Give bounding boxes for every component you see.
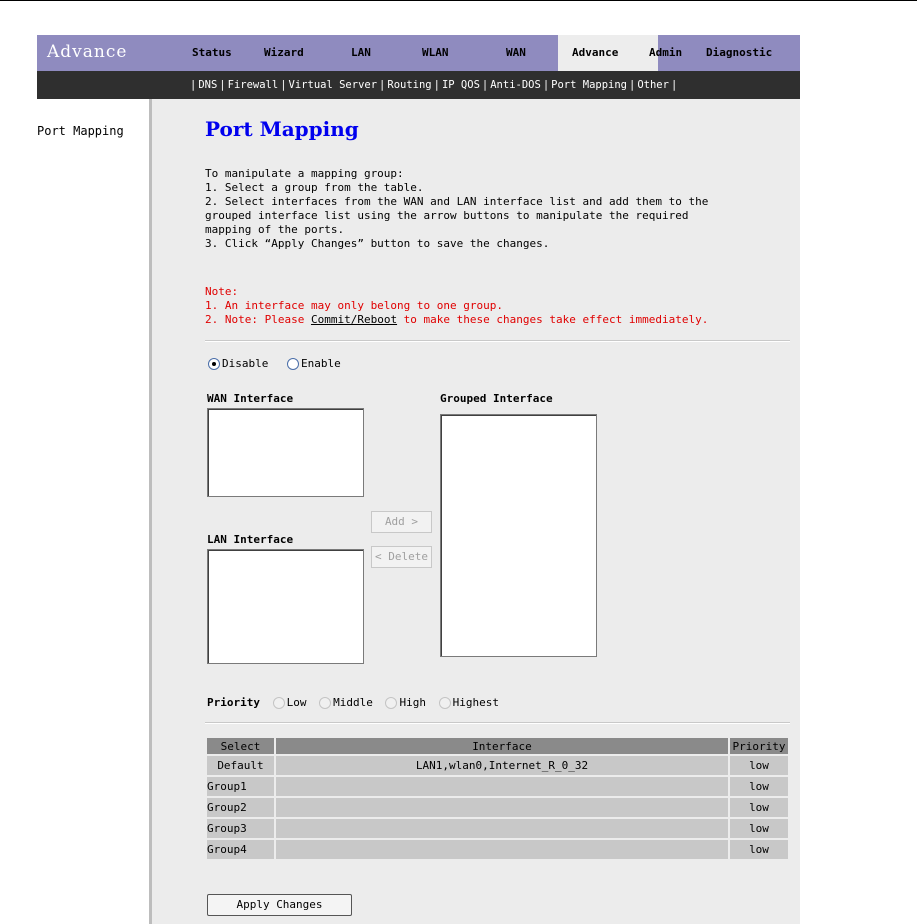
- table-row[interactable]: [207, 777, 788, 796]
- priority-middle-radio[interactable]: [319, 697, 331, 709]
- priority-highest-option[interactable]: [439, 696, 499, 709]
- priority-low-radio[interactable]: [273, 697, 285, 709]
- enable-radio[interactable]: [287, 358, 299, 370]
- note-line-2: [205, 313, 795, 327]
- subnav-separator: |: [379, 79, 386, 91]
- priority-middle-option[interactable]: [319, 696, 373, 709]
- enable-label: Enable: [300, 357, 341, 370]
- row-priority: low: [730, 840, 788, 859]
- instruction-line: 3. Click “Apply Changes” button to save the changes.: [205, 237, 550, 250]
- row-select[interactable]: Group1: [207, 777, 274, 796]
- add-button[interactable]: Add >: [371, 511, 432, 533]
- note-block: [205, 285, 795, 327]
- disable-label: Disable: [222, 357, 269, 370]
- tab-diagnostic[interactable]: Diagnostic: [706, 46, 773, 59]
- row-select[interactable]: Group3: [207, 819, 274, 838]
- note-line-1: 1. An interface may only belong to one group.: [205, 299, 504, 312]
- priority-low-option[interactable]: [273, 696, 307, 709]
- apply-changes-button[interactable]: Apply Changes: [207, 894, 352, 916]
- row-select[interactable]: Group4: [207, 840, 274, 859]
- priority-label: Priority: [207, 696, 260, 709]
- commit-reboot-link[interactable]: Commit/Reboot: [310, 313, 398, 326]
- lan-interface-list[interactable]: [207, 549, 364, 664]
- subnav-separator: |: [670, 79, 678, 91]
- sidebar-item-port-mapping[interactable]: Port Mapping: [37, 124, 124, 138]
- row-priority: low: [730, 756, 788, 775]
- tab-status[interactable]: Status: [192, 46, 232, 59]
- row-priority: low: [730, 798, 788, 817]
- table-row[interactable]: [207, 756, 788, 775]
- mode-radio-group: [208, 357, 353, 370]
- subnav-other[interactable]: Other: [637, 79, 669, 91]
- subnav-separator: |: [481, 79, 489, 91]
- grouped-interface-label: Grouped Interface: [440, 392, 553, 405]
- grouped-interface-list[interactable]: [440, 414, 597, 657]
- disable-option[interactable]: [208, 357, 268, 370]
- subnav-port-mapping[interactable]: Port Mapping: [551, 79, 627, 91]
- header-priority: Priority: [730, 738, 788, 754]
- wan-interface-label: WAN Interface: [207, 392, 294, 405]
- subnav-firewall[interactable]: Firewall: [227, 79, 279, 91]
- row-interface: LAN1,wlan0,Internet_R_0_32: [276, 756, 728, 775]
- note-2-prefix: 2. Note: Please: [205, 313, 311, 326]
- row-priority: low: [730, 819, 788, 838]
- priority-radio-group: [207, 696, 505, 709]
- instruction-line: 2. Select interfaces from the WAN and LAN interface list and add them to the: [205, 195, 709, 208]
- row-select[interactable]: Default: [207, 756, 274, 775]
- priority-highest-label: Highest: [452, 696, 499, 709]
- tab-wizard[interactable]: Wizard: [264, 46, 304, 59]
- row-priority: low: [730, 777, 788, 796]
- sidebar: [37, 99, 149, 924]
- delete-button[interactable]: < Delete: [371, 546, 432, 568]
- divider: [205, 340, 790, 342]
- subnav-anti-dos[interactable]: Anti-DOS: [490, 79, 541, 91]
- tab-lan[interactable]: LAN: [351, 46, 371, 59]
- header-interface: Interface: [276, 738, 728, 754]
- sub-nav: [37, 71, 800, 99]
- instruction-line: To manipulate a mapping group:: [205, 167, 404, 180]
- table-row[interactable]: [207, 819, 788, 838]
- wan-interface-list[interactable]: [207, 408, 364, 497]
- subnav-ip-qos[interactable]: IP QOS: [441, 79, 480, 91]
- row-interface: [276, 798, 728, 817]
- note-2-suffix: to make these changes take effect immediately.: [397, 313, 709, 326]
- row-interface: [276, 840, 728, 859]
- row-interface: [276, 777, 728, 796]
- priority-high-option[interactable]: [385, 696, 426, 709]
- subnav-separator: |: [219, 79, 226, 91]
- tab-advance[interactable]: Advance: [558, 35, 658, 71]
- brand-title: Advance: [47, 42, 128, 62]
- instructions: [205, 167, 795, 251]
- main-nav: [37, 35, 800, 71]
- note-title: Note:: [205, 285, 239, 298]
- tab-wan[interactable]: WAN: [506, 46, 526, 59]
- subnav-virtual-server[interactable]: Virtual Server: [288, 79, 378, 91]
- lan-interface-label: LAN Interface: [207, 533, 294, 546]
- table-row[interactable]: [207, 840, 788, 859]
- tab-admin[interactable]: Admin: [649, 46, 683, 59]
- instruction-line: grouped interface list using the arrow buttons to manipulate the required: [205, 209, 689, 222]
- subnav-dns[interactable]: DNS: [198, 79, 218, 91]
- subnav-separator: |: [190, 79, 197, 91]
- top-border: [0, 0, 917, 1]
- tab-wlan[interactable]: WLAN: [422, 46, 449, 59]
- mapping-group-table: [205, 736, 790, 861]
- priority-highest-radio[interactable]: [439, 697, 451, 709]
- instruction-line: mapping of the ports.: [205, 223, 345, 236]
- priority-middle-label: Middle: [333, 696, 373, 709]
- page-title: Port Mapping: [205, 117, 359, 141]
- subnav-separator: |: [433, 79, 440, 91]
- subnav-separator: |: [542, 79, 550, 91]
- header-select: Select: [207, 738, 274, 754]
- enable-option[interactable]: [287, 357, 341, 370]
- subnav-separator: |: [629, 79, 636, 91]
- instruction-line: 1. Select a group from the table.: [205, 181, 424, 194]
- priority-low-label: Low: [286, 696, 307, 709]
- row-select[interactable]: Group2: [207, 798, 274, 817]
- subnav-routing[interactable]: Routing: [387, 79, 432, 91]
- divider: [205, 722, 790, 724]
- priority-high-radio[interactable]: [385, 697, 397, 709]
- table-header-row: [207, 738, 788, 754]
- subnav-separator: |: [280, 79, 287, 91]
- priority-high-label: High: [399, 696, 426, 709]
- row-interface: [276, 819, 728, 838]
- table-row[interactable]: [207, 798, 788, 817]
- disable-radio[interactable]: [208, 358, 220, 370]
